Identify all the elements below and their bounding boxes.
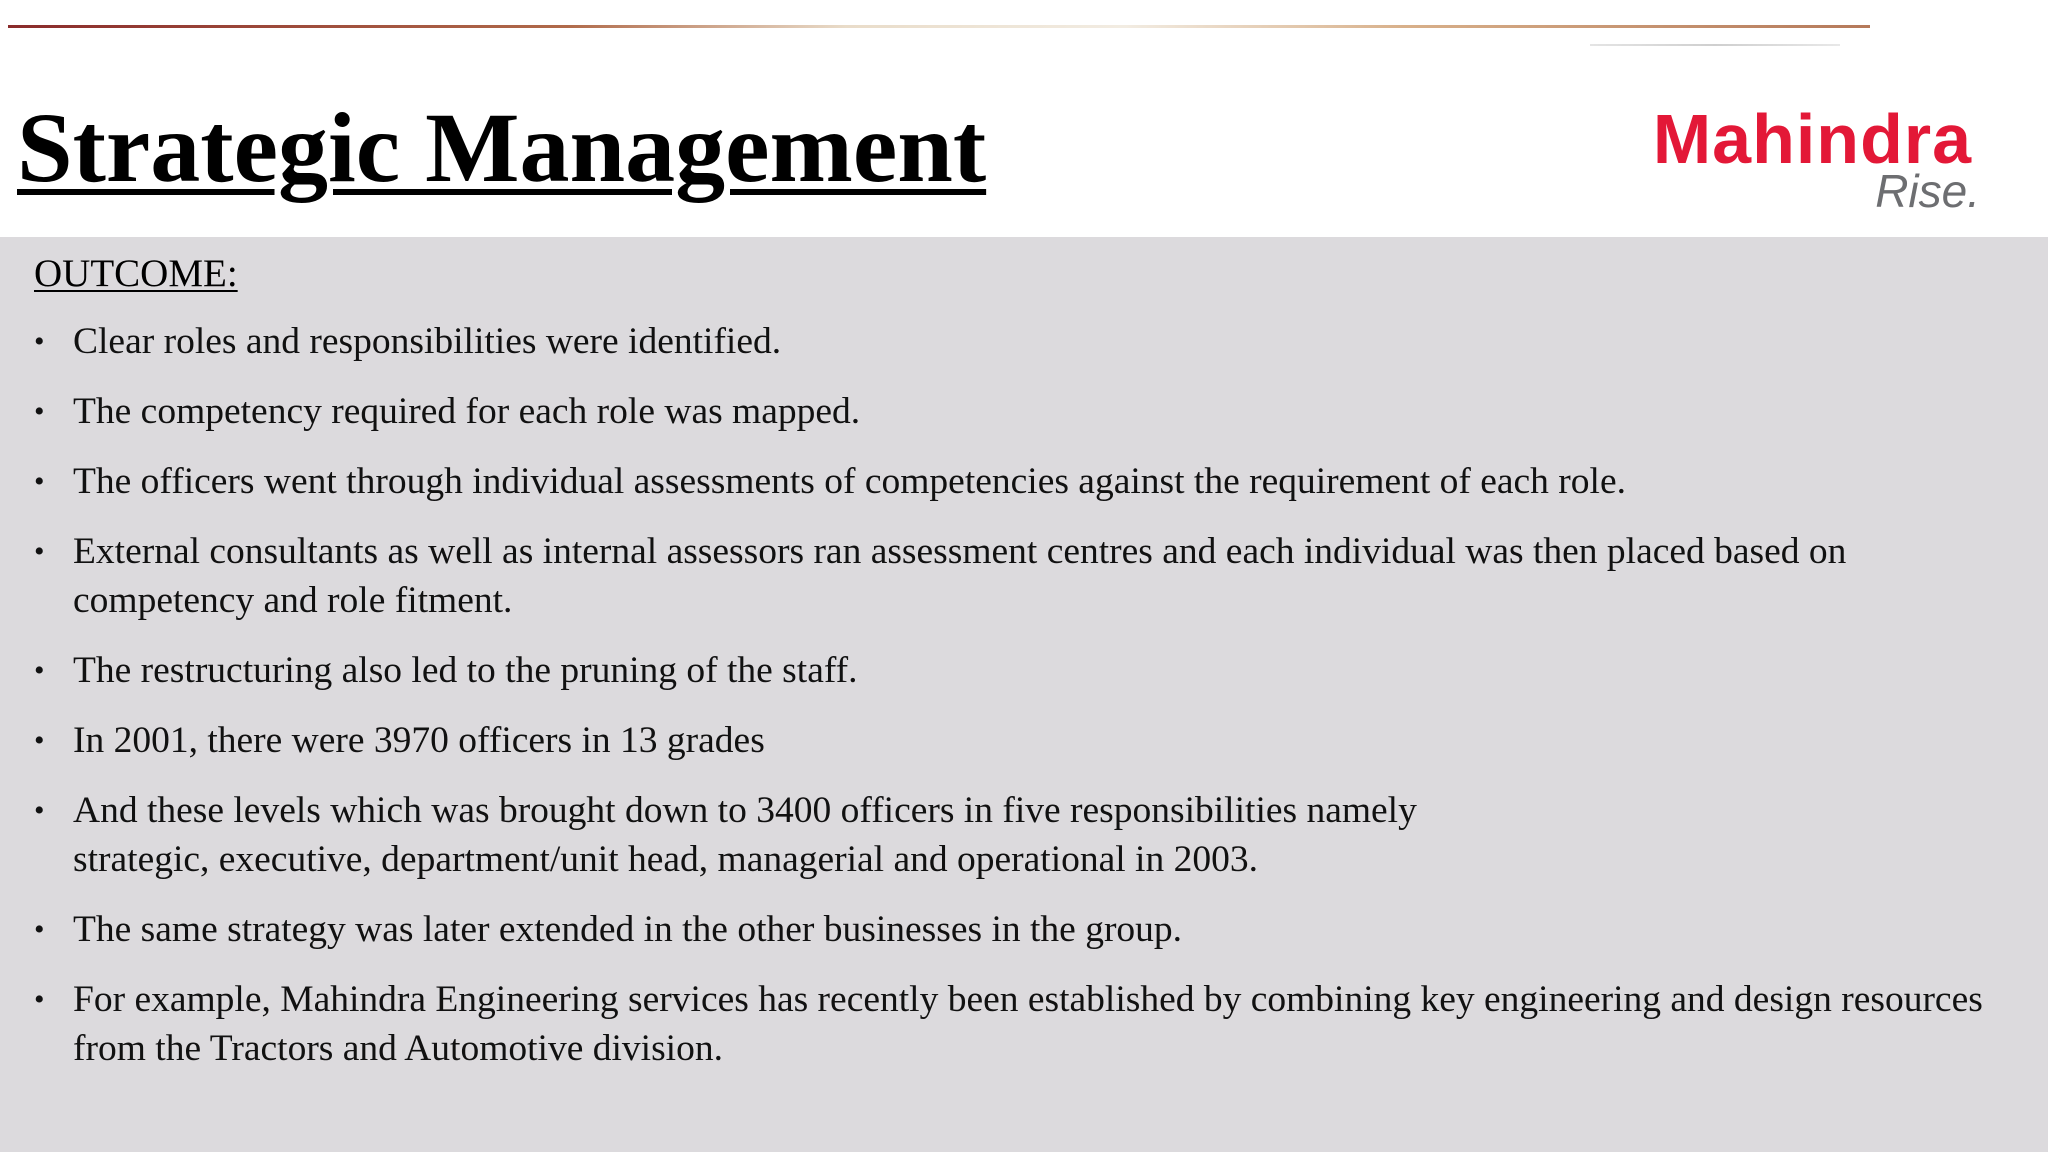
list-item [34, 905, 2014, 954]
bullet-icon: • [34, 983, 45, 1016]
bullet-icon: • [34, 913, 45, 946]
bullet-icon: • [34, 654, 45, 687]
outcome-list [34, 317, 2014, 1094]
logo-wordmark: Mahindra [1652, 100, 1972, 178]
list-item [34, 786, 2014, 884]
list-item-text: The competency required for each role was mapped. [73, 391, 861, 432]
list-item [34, 975, 2014, 1073]
bullet-icon: • [34, 325, 45, 358]
list-item [34, 646, 2014, 695]
top-divider [8, 25, 1870, 28]
list-item-text: Clear roles and responsibilities were identified. [73, 321, 782, 362]
list-item [34, 387, 2014, 436]
list-item-text: For example, Mahindra Engineering services has recently been established by combining key engineering and design resources from the Tractors and Automotive division. [73, 979, 1983, 1069]
list-item-text: The same strategy was later extended in the other businesses in the group. [73, 909, 1183, 950]
bullet-icon: • [34, 535, 45, 568]
list-item-text: The restructuring also led to the pruning of the staff. [73, 650, 858, 691]
slide-header [0, 0, 2048, 237]
list-item [34, 527, 2014, 625]
bullet-icon: • [34, 794, 45, 827]
top-divider-accent [1590, 44, 1840, 46]
bullet-icon: • [34, 724, 45, 757]
outcome-heading: OUTCOME: [34, 252, 238, 295]
mahindra-logo [1620, 100, 1980, 224]
list-item-text: And these levels which was brought down to 3400 officers in five responsibilities namely strategic, executive, department/unit head, managerial and operational in 2003. [73, 790, 1417, 880]
logo-tagline: Rise. [1875, 165, 1980, 217]
list-item-text: The officers went through individual assessments of competencies against the requirement of each role. [73, 461, 1626, 502]
slide-title: Strategic Management [17, 92, 987, 203]
list-item [34, 457, 2014, 506]
bullet-icon: • [34, 465, 45, 498]
list-item [34, 317, 2014, 366]
list-item-text: External consultants as well as internal assessors ran assessment centres and each individual was then placed based on competency and role fitment. [73, 531, 1847, 621]
bullet-icon: • [34, 395, 45, 428]
slide-body [0, 237, 2048, 1152]
list-item [34, 716, 2014, 765]
list-item-text: In 2001, there were 3970 officers in 13 grades [73, 720, 765, 761]
